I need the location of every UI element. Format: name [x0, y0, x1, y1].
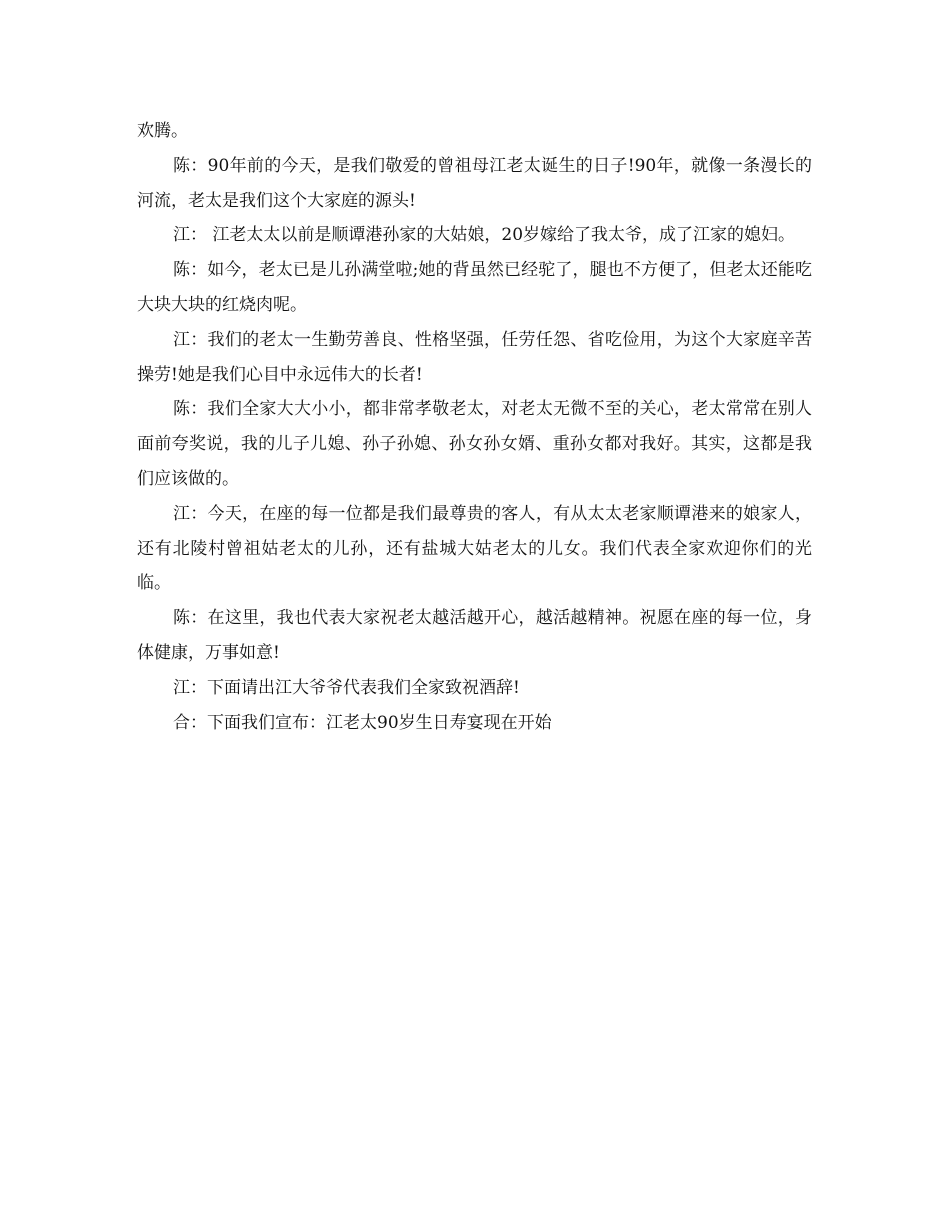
paragraph-jiang-2: 江：我们的老太一生勤劳善良、性格坚强，任劳任怨、省吃俭用，为这个大家庭辛苦操劳!她是我们心目中永远伟大的长者! [137, 329, 812, 385]
paragraph-chen-3: 陈：我们全家大大小小，都非常孝敬老太，对老太无微不至的关心，老太常常在别人面前夸奖说，我的儿子儿媳、孙子孙媳、孙女孙女婿、重孙女都对我好。其实，这都是我们应该做的。 [137, 399, 812, 489]
paragraph-jiang-4: 江：下面请出江大爷爷代表我们全家致祝酒辞! [173, 677, 520, 698]
paragraph-chen-1: 陈：90年前的今天，是我们敬爱的曾祖母江老太诞生的日子!90年，就像一条漫长的河流，老太是我们这个大家庭的源头! [137, 155, 812, 211]
paragraph-together: 合：下面我们宣布：江老太90岁生日寿宴现在开始 [173, 712, 552, 733]
paragraph-continuation: 欢腾。 [137, 121, 188, 141]
paragraph-chen-4: 陈：在这里，我也代表大家祝老太越活越开心，越活越精神。祝愿在座的每一位，身体健康，万事如意! [137, 608, 812, 663]
paragraph-jiang-1: 江： 江老太太以前是顺谭港孙家的大姑娘，20岁嫁给了我太爷，成了江家的媳妇。 [173, 225, 796, 246]
paragraph-chen-2: 陈：如今，老太已是儿孙满堂啦;她的背虽然已经驼了，腿也不方便了，但老太还能吃大块大块的红烧肉呢。 [137, 260, 812, 315]
document-body [137, 114, 812, 740]
paragraph-jiang-3: 江：今天，在座的每一位都是我们最尊贵的客人，有从太太老家顺谭港来的娘家人，还有北陵村曾祖姑老太的儿孙，还有盐城大姑老太的儿女。我们代表全家欢迎你们的光临。 [137, 503, 812, 594]
